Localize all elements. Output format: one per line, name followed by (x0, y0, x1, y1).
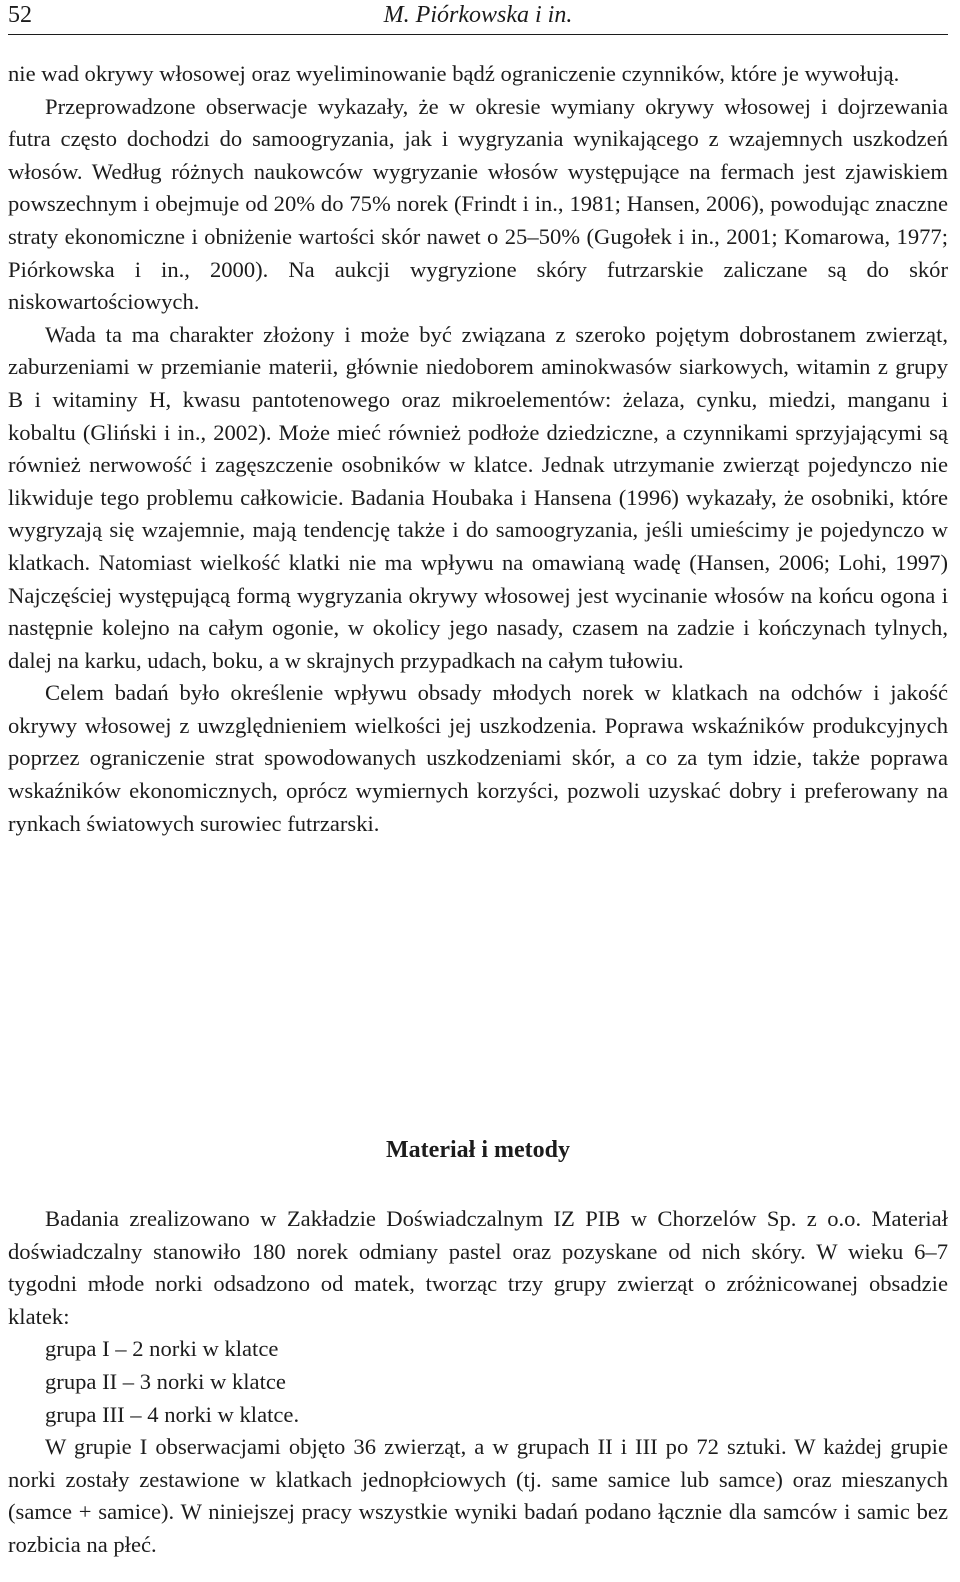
list-item-group-2: grupa II – 3 norki w klatce (45, 1368, 286, 1394)
paragraph-continuation: nie wad okrywy włosowej oraz wyeliminowanie bądź ograniczenie czynników, które je wywołują. (8, 61, 900, 86)
list-item-group-1: grupa I – 2 norki w klatce (45, 1336, 279, 1362)
paragraph-methods-intro: Badania zrealizowano w Zakładzie Doświadczalnym IZ PIB w Chorzelów Sp. z o.o. Materiał doświadczalny stanowiło 180 norek odmiany pastel oraz pozyskane od nich skóry. W wieku 6–7 tygodni młode norki odsadzono od matek, tworząc trzy grupy zwierząt o zróżnicowanej obsadzie klatek: (8, 1206, 948, 1329)
page-number: 52 (8, 2, 32, 28)
group-list (8, 1333, 948, 1431)
paragraph-observations: Przeprowadzone obserwacje wykazały, że w okresie wymiany okrywy włosowej i dojrzewania futra często dochodzi do samoogryzania, jak i wygryzania wynikającego z wzajemnych uszkodzeń włosów. Według różnych naukowców wygryzanie włosów występujące na fermach jest zjawiskiem powszechnym i obejmuje od 20% do 75% norek (Frindt i in., 1981; Hansen, 2006), powodując znaczne straty ekonomiczne i obniżenie wartości skór nawet o 25–50% (Gugołek i in., 2001; Komarowa, 1977; Piórkowska i in., 2000). Na aukcji wygryzione skóry futrzarskie zaliczane są do skór niskowartościowych. (8, 93, 948, 315)
document-page (8, 0, 948, 1582)
running-header (8, 0, 948, 35)
methods-text (8, 1203, 948, 1562)
introduction-text (8, 58, 948, 840)
list-item-group-3: grupa III – 4 norki w klatce. (45, 1401, 300, 1427)
section-heading: Materiał i metody (386, 1137, 570, 1163)
paragraph-methods-closing: W grupie I obserwacjami objęto 36 zwierząt, a w grupach II i III po 72 sztuki. W każdej grupie norki zostały zestawione w klatkach jednopłciowych (tj. same samice lub samce) oraz mieszanych (samce + samice). W niniejszej pracy wszystkie wyniki badań podano łącznie dla samców i samic bez rozbicia na płeć. (8, 1434, 948, 1557)
running-title: M. Piórkowska i in. (383, 2, 573, 28)
paragraph-defect-causes: Wada ta ma charakter złożony i może być związana z szeroko pojętym dobrostanem zwierząt, zaburzeniami w przemianie materii, głównie niedoborem aminokwasów siarkowych, witamin z grupy B i witaminy H, kwasu pantotenowego oraz mikroelementów: żelaza, cynku, miedzi, manganu i kobaltu (Gliński i in., 2002). Może mieć również podłoże dziedziczne, a czynnikami sprzyjającymi są również nerwowość i zagęszczenie osobników w klatce. Jednak utrzymanie zwierząt pojedynczo nie likwiduje tego problemu całkowicie. Badania Houbaka i Hansena (1996) wykazały, że osobniki, które wygryzają się wzajemnie, mają tendencję także i do samoogryzania, jeśli umieścimy je pojedynczo w klatkach. Natomiast wielkość klatki nie ma wpływu na omawianą wadę (Hansen, 2006; Lohi, 1997) Najczęściej występującą formą wygryzania okrywy włosowej jest wycinanie włosów na końcu ogona i następnie kolejno na całym ogonie, w okolicy jego nasady, czasem na zadzie i kończynach tylnych, dalej na karku, udach, boku, a w skrajnych przypadkach na całym tułowiu. (8, 321, 948, 673)
section-heading-block (8, 1130, 948, 1170)
paragraph-study-aim: Celem badań było określenie wpływu obsady młodych norek w klatkach na odchów i jakość okrywy włosowej z uwzględnieniem wielkości jej uszkodzenia. Poprawa wskaźników produkcyjnych poprzez ograniczenie strat spowodowanych uszkodzeniami skór, a co za tym idzie, także poprawa wskaźników ekonomicznych, oprócz wymiernych korzyści, pozwoli uzyskać dobry i preferowany na rynkach światowych surowiec futrzarski. (8, 680, 948, 836)
